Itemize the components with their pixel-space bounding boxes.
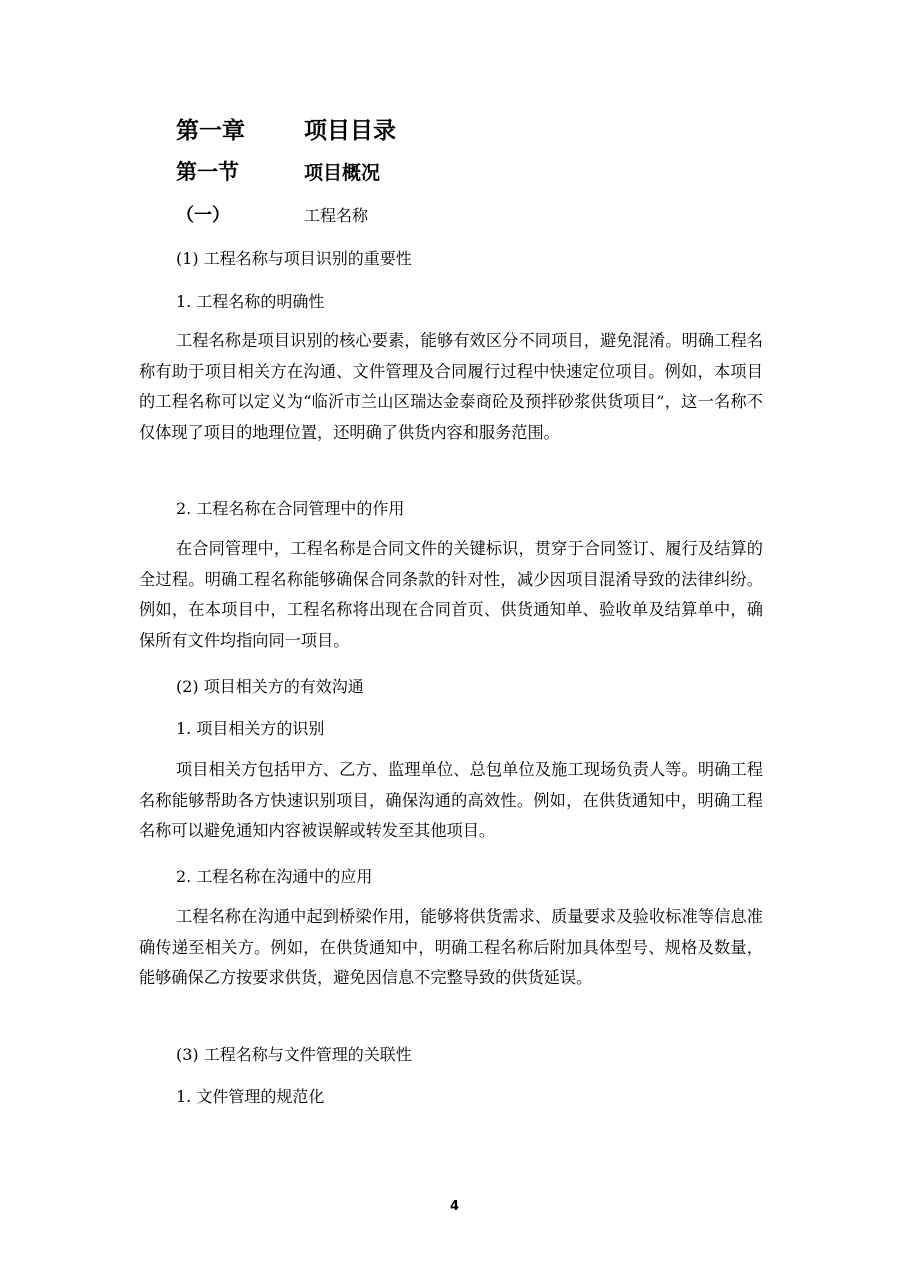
point-heading-3: (3) 工程名称与文件管理的关联性	[176, 1045, 412, 1064]
point-heading-1: (1) 工程名称与项目识别的重要性	[176, 249, 412, 268]
chapter-heading	[176, 112, 396, 145]
subsection-number: （一）	[176, 205, 230, 226]
item-heading-1-2: 2. 工程名称在合同管理中的作用	[176, 499, 405, 518]
section-number: 第一节	[176, 160, 239, 184]
paragraph-2-2: 工程名称在沟通中起到桥梁作用，能够将供货需求、质量要求及验收标准等信息准确传递至相关方。例如，在供货通知中，明确工程名称后附加具体型号、规格及数量，能够确保乙方按要求供货，避免因信息不完整导致的供货延误。	[139, 907, 763, 987]
paragraph-1-2: 在合同管理中，工程名称是合同文件的关键标识，贯穿于合同签订、履行及结算的全过程。明确工程名称能够确保合同条款的针对性，减少因项目混淆导致的法律纠纷。例如，在本项目中，工程名称将出现在合同首页、供货通知单、验收单及结算单中，确保所有文件均指向同一项目。	[139, 539, 763, 650]
page-number: 4	[449, 1199, 460, 1214]
chapter-number: 第一章	[176, 118, 245, 144]
point-heading-2: (2) 项目相关方的有效沟通	[176, 677, 364, 696]
paragraph-2-1: 项目相关方包括甲方、乙方、监理单位、总包单位及施工现场负责人等。明确工程名称能够帮助各方快速识别项目，确保沟通的高效性。例如，在供货通知中，明确工程名称可以避免通知内容被误解或转发至其他项目。	[139, 760, 763, 840]
section-title: 项目概况	[304, 162, 381, 184]
subsection-title: 工程名称	[304, 206, 369, 225]
section-heading	[176, 156, 380, 186]
chapter-title: 项目目录	[304, 118, 396, 144]
paragraph-1-1: 工程名称是项目识别的核心要素，能够有效区分不同项目，避免混淆。明确工程名称有助于项目相关方在沟通、文件管理及合同履行过程中快速定位项目。例如，本项目的工程名称可以定义为“临沂市兰山区瑞达金泰商砼及预拌砂浆供货项目”，这一名称不仅体现了项目的地理位置，还明确了供货内容和服务范围。	[139, 331, 763, 442]
item-heading-1-1: 1. 工程名称的明确性	[176, 292, 325, 311]
item-heading-2-2: 2. 工程名称在沟通中的应用	[176, 867, 373, 886]
item-heading-3-1: 1. 文件管理的规范化	[176, 1087, 325, 1106]
subsection-heading	[176, 201, 368, 227]
item-heading-2-1: 1. 项目相关方的识别	[176, 719, 325, 738]
